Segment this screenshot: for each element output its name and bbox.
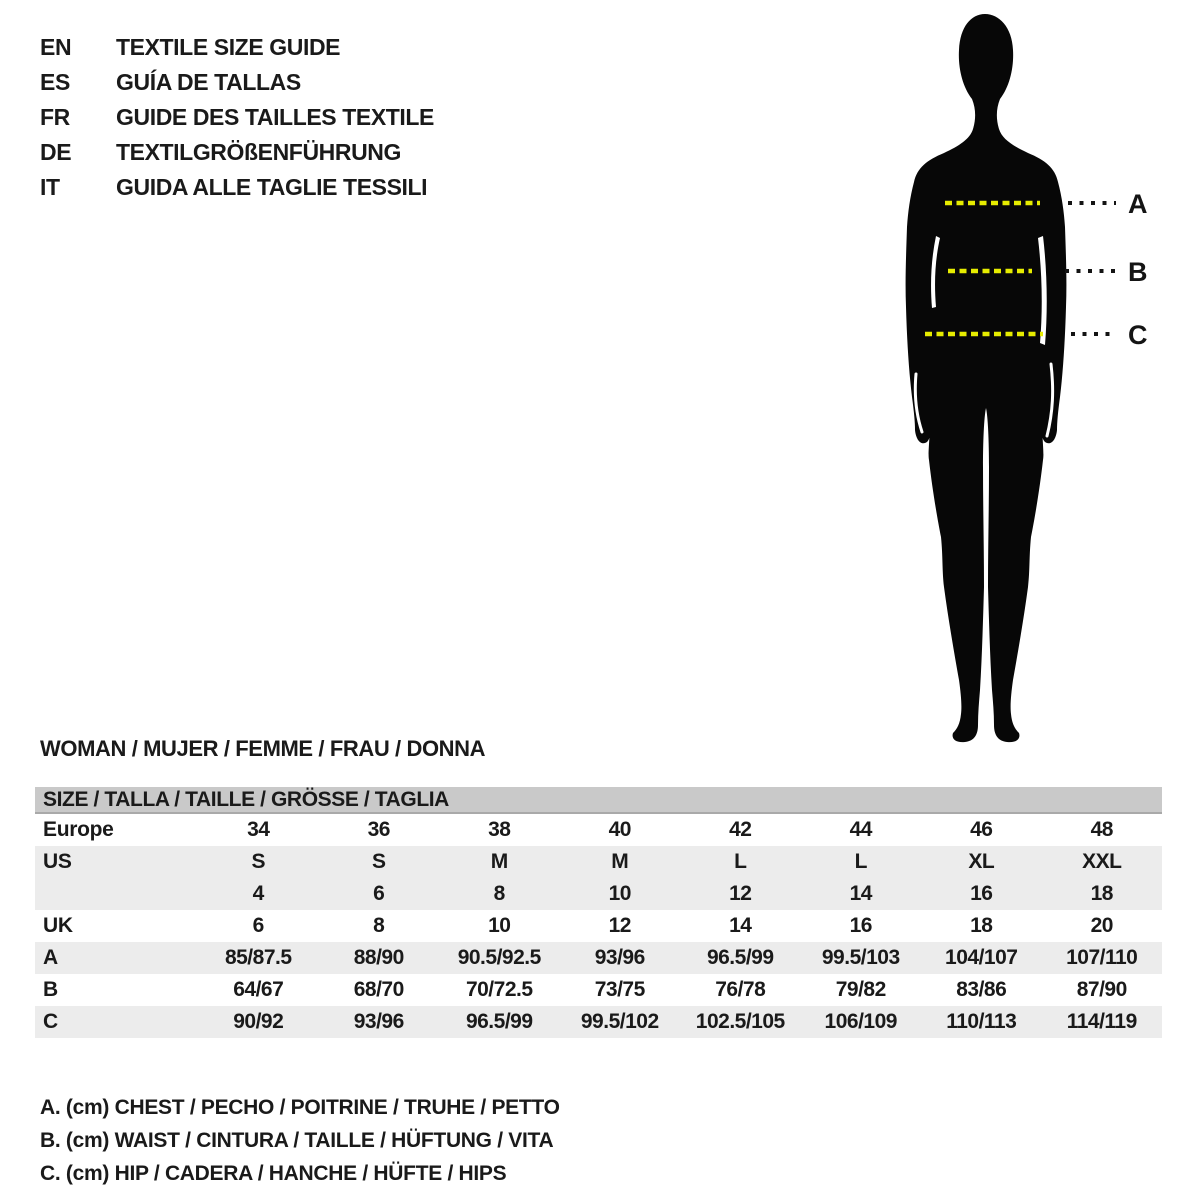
size-value: L bbox=[854, 850, 867, 873]
size-value: 38 bbox=[488, 818, 511, 841]
size-value: 34 bbox=[247, 818, 270, 841]
row-label: US bbox=[43, 850, 72, 873]
size-value: 96.5/99 bbox=[706, 946, 774, 969]
size-value: 96.5/99 bbox=[465, 1010, 533, 1033]
language-row bbox=[40, 170, 434, 205]
size-value: 16 bbox=[970, 882, 993, 905]
size-value: M bbox=[611, 850, 629, 873]
size-value: 12 bbox=[729, 882, 752, 905]
size-value: 83/86 bbox=[956, 978, 1007, 1001]
size-value: 4 bbox=[252, 882, 264, 905]
size-value: 99.5/102 bbox=[580, 1010, 659, 1033]
language-row bbox=[40, 135, 434, 170]
woman-silhouette-icon bbox=[885, 12, 1200, 747]
size-value: S bbox=[251, 850, 265, 873]
size-value: 64/67 bbox=[233, 978, 284, 1001]
language-row bbox=[40, 30, 434, 65]
language-code: FR bbox=[40, 104, 70, 130]
size-table-body bbox=[35, 814, 1162, 1038]
size-value: 18 bbox=[1090, 882, 1113, 905]
language-row bbox=[40, 65, 434, 100]
row-label: Europe bbox=[43, 818, 114, 841]
language-title: GUIDA ALLE TAGLIE TESSILI bbox=[116, 174, 428, 200]
size-value: 6 bbox=[252, 914, 264, 937]
table-row bbox=[35, 846, 1162, 878]
size-table-header: SIZE / TALLA / TAILLE / GRÖSSE / TAGLIA bbox=[35, 787, 1162, 814]
table-row bbox=[35, 1006, 1162, 1038]
size-value: 110/113 bbox=[946, 1010, 1017, 1033]
table-row bbox=[35, 942, 1162, 974]
size-value: 42 bbox=[729, 818, 752, 841]
size-value: 73/75 bbox=[594, 978, 645, 1001]
size-value: 93/96 bbox=[353, 1010, 404, 1033]
size-value: 36 bbox=[367, 818, 390, 841]
size-value: M bbox=[490, 850, 508, 873]
size-value: 44 bbox=[849, 818, 872, 841]
silhouette-body bbox=[906, 14, 1067, 742]
table-row bbox=[35, 814, 1162, 846]
row-label bbox=[35, 878, 198, 910]
language-title: TEXTILE SIZE GUIDE bbox=[116, 34, 341, 60]
size-value: 46 bbox=[970, 818, 993, 841]
row-label: A bbox=[43, 946, 58, 969]
measurement-legend bbox=[40, 1091, 560, 1190]
table-row bbox=[35, 878, 1162, 910]
size-value: 8 bbox=[373, 914, 385, 937]
size-value: XL bbox=[968, 850, 995, 873]
legend-row: B. (cm) WAIST / CINTURA / TAILLE / HÜFTUNG / VITA bbox=[40, 1129, 554, 1152]
size-value: L bbox=[734, 850, 747, 873]
size-value: 6 bbox=[373, 882, 385, 905]
language-code: DE bbox=[40, 139, 72, 165]
measurement-figure bbox=[885, 12, 1200, 747]
size-value: 102.5/105 bbox=[695, 1010, 785, 1033]
language-code: ES bbox=[40, 69, 70, 95]
marker-label-a: A bbox=[1128, 189, 1148, 219]
size-value: 68/70 bbox=[353, 978, 404, 1001]
size-value: 90/92 bbox=[233, 1010, 284, 1033]
legend-row: C. (cm) HIP / CADERA / HANCHE / HÜFTE / HIPS bbox=[40, 1162, 507, 1185]
language-row bbox=[40, 100, 434, 135]
size-value: 14 bbox=[729, 914, 752, 937]
language-list bbox=[40, 30, 434, 205]
size-value: 40 bbox=[608, 818, 631, 841]
row-label: B bbox=[43, 978, 58, 1001]
size-value: 99.5/103 bbox=[821, 946, 900, 969]
size-value: 114/119 bbox=[1066, 1010, 1137, 1033]
size-value: 10 bbox=[488, 914, 511, 937]
size-value: 12 bbox=[608, 914, 631, 937]
marker-label-c: C bbox=[1128, 320, 1148, 350]
size-value: 90.5/92.5 bbox=[457, 946, 541, 969]
size-value: 88/90 bbox=[353, 946, 404, 969]
size-value: 14 bbox=[849, 882, 872, 905]
size-table bbox=[35, 787, 1162, 1038]
size-value: 107/110 bbox=[1066, 946, 1138, 969]
section-title: WOMAN / MUJER / FEMME / FRAU / DONNA bbox=[40, 736, 486, 761]
size-value: 8 bbox=[493, 882, 505, 905]
size-value: 48 bbox=[1090, 818, 1113, 841]
marker-label-b: B bbox=[1128, 257, 1148, 287]
size-value: 79/82 bbox=[835, 978, 886, 1001]
row-label: C bbox=[43, 1010, 58, 1033]
size-value: 18 bbox=[970, 914, 993, 937]
language-title: GUIDE DES TAILLES TEXTILE bbox=[116, 104, 434, 130]
language-code: EN bbox=[40, 34, 72, 60]
table-row bbox=[35, 910, 1162, 942]
size-value: 106/109 bbox=[824, 1010, 897, 1033]
language-title: TEXTILGRÖßENFÜHRUNG bbox=[116, 139, 401, 165]
size-value: 10 bbox=[608, 882, 631, 905]
table-row bbox=[35, 974, 1162, 1006]
size-value: 93/96 bbox=[594, 946, 645, 969]
row-label: UK bbox=[43, 914, 73, 937]
size-value: 104/107 bbox=[945, 946, 1018, 969]
size-value: S bbox=[371, 850, 386, 873]
size-value: 76/78 bbox=[715, 978, 766, 1001]
legend-row: A. (cm) CHEST / PECHO / POITRINE / TRUHE / PETTO bbox=[40, 1096, 560, 1119]
size-value: 16 bbox=[849, 914, 872, 937]
language-code: IT bbox=[40, 174, 60, 200]
size-value: XXL bbox=[1082, 850, 1122, 873]
size-value: 85/87.5 bbox=[224, 946, 292, 969]
size-value: 70/72.5 bbox=[465, 978, 533, 1001]
language-title: GUÍA DE TALLAS bbox=[116, 69, 301, 95]
size-value: 20 bbox=[1090, 914, 1113, 937]
size-value: 87/90 bbox=[1076, 978, 1127, 1001]
